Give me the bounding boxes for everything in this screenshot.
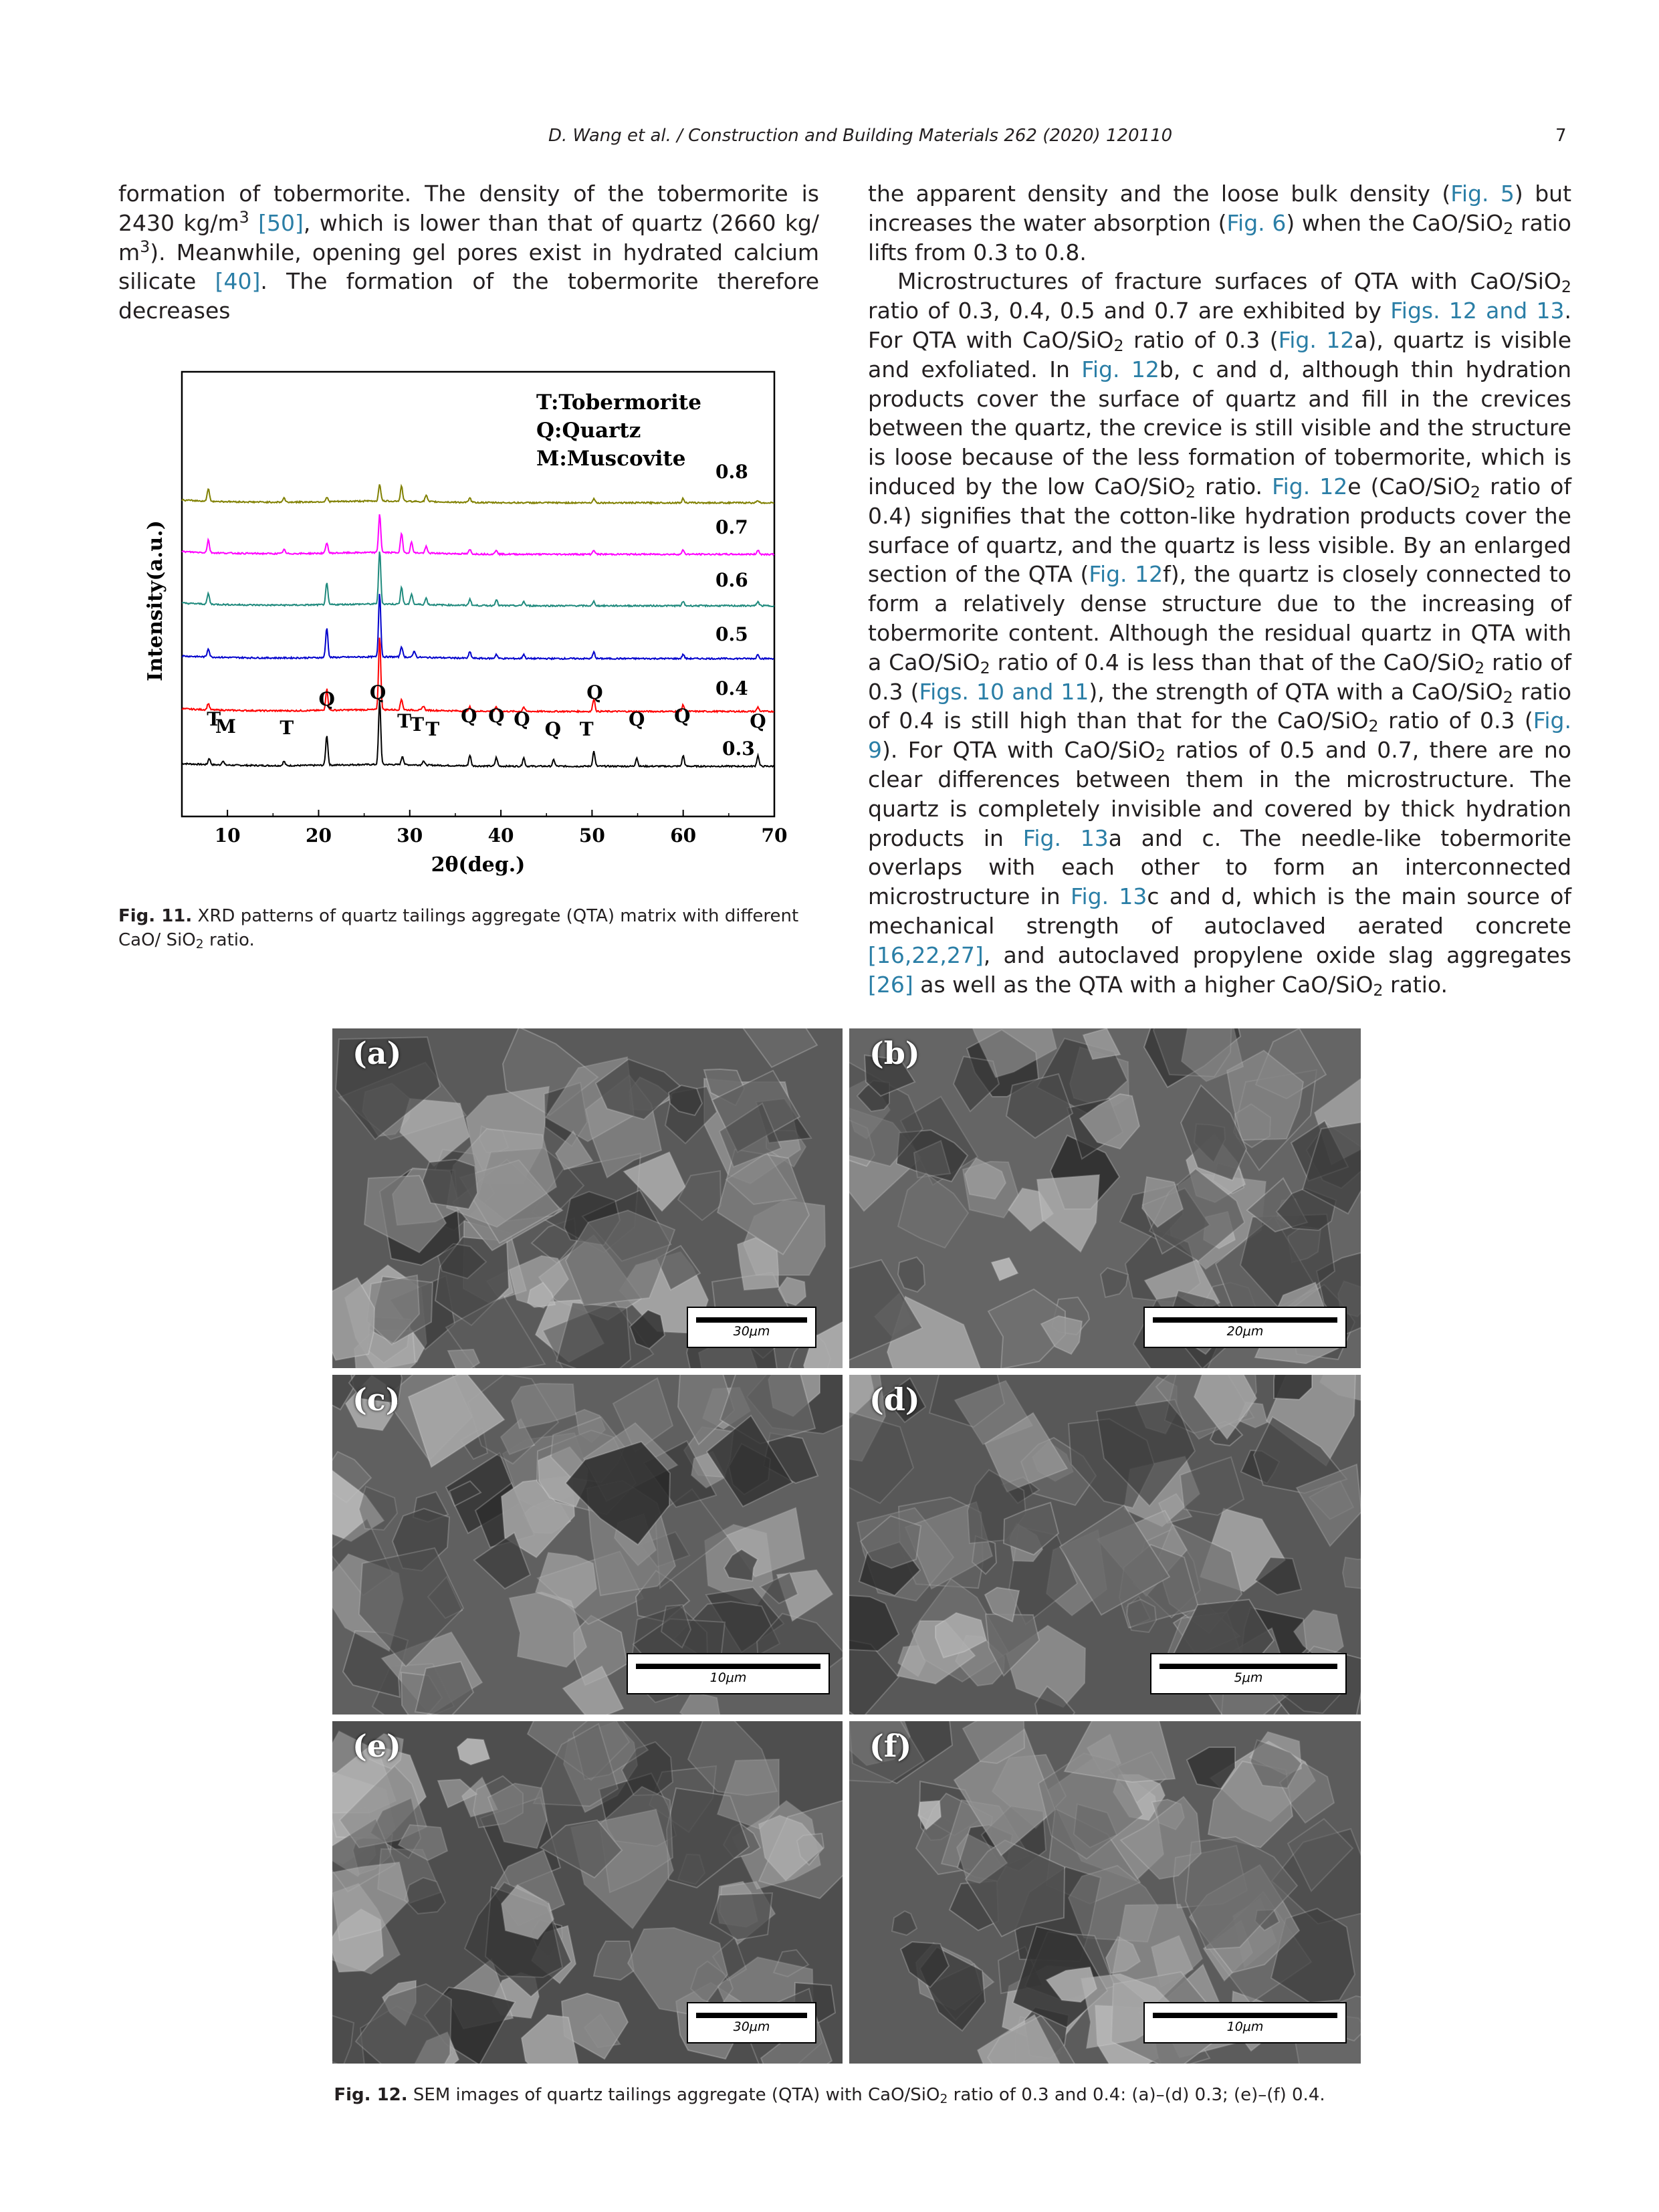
figure-link[interactable]: Figs. 12 and 13 — [1390, 298, 1565, 324]
x-tick-label: 40 — [487, 824, 514, 847]
text-run: . For QTA with CaO/SiO — [868, 298, 1571, 353]
subscript: 2 — [1368, 717, 1379, 736]
text-run: ratio of 0.3 ( — [868, 649, 1571, 705]
figure-link[interactable]: [16,22,27] — [868, 942, 984, 968]
sem-image-panel — [849, 1028, 1361, 1368]
scale-bar-line — [696, 1317, 807, 1323]
text-run: ratio of 0.4 is less than that of the CaO/SiO — [990, 649, 1475, 675]
left-paragraph — [118, 179, 819, 326]
sem-grain — [1180, 1457, 1244, 1515]
panel-label: (d) — [869, 1381, 920, 1418]
series-label: 0.5 — [715, 623, 748, 645]
sem-grain — [1065, 1721, 1175, 1782]
text-run: ratio lifts from 0.3 to 0.8. — [868, 209, 1571, 265]
panel-label: (f) — [869, 1728, 912, 1764]
peak-label: Q — [750, 710, 766, 732]
sem-grain — [356, 1984, 451, 2064]
sem-grain — [359, 1486, 397, 1530]
x-tick-label: 50 — [578, 824, 605, 847]
figure-link[interactable]: Figs. 10 and 11 — [919, 678, 1089, 705]
caption-text: SEM images of quartz tailings aggregate (QTA) with CaO/SiO — [407, 2085, 940, 2105]
scale-bar — [1143, 2002, 1347, 2043]
figure-link[interactable]: Fig. 6 — [1226, 209, 1287, 236]
x-tick-label: 10 — [214, 824, 241, 847]
figure-11-xrd-chart — [127, 361, 816, 883]
subscript: 2 — [1113, 336, 1124, 356]
peak-label: Q — [544, 718, 561, 740]
scale-bar-line — [1153, 2013, 1337, 2018]
text-run: , and autoclaved propylene oxide slag aggregates — [983, 942, 1571, 968]
figure-12-sem-grid — [332, 1028, 1361, 2064]
peak-label: T — [410, 713, 425, 736]
figure-12-caption — [0, 2085, 1659, 2105]
subscript: 2 — [1373, 980, 1384, 1000]
scale-bar-label: 10μm — [1226, 2019, 1264, 2034]
text-run: ). Meanwhile, opening gel pores exist in hydrated calcium silicate — [118, 239, 819, 295]
sem-grain — [892, 1911, 917, 1935]
series-label: 0.7 — [715, 516, 748, 538]
peak-label: Q — [488, 705, 505, 727]
panel-label: (b) — [869, 1035, 920, 1071]
scale-bar — [687, 1307, 816, 1348]
series-label: 0.3 — [722, 738, 755, 760]
text-run: ) when the CaO/SiO — [1286, 209, 1504, 236]
figure-link[interactable]: Fig. 13 — [1022, 824, 1109, 851]
subscript: 2 — [980, 658, 990, 677]
sem-grain — [680, 1692, 720, 1715]
legend-entry: Q:Quartz — [536, 419, 641, 443]
panel-label: (c) — [352, 1381, 401, 1418]
peak-label: Q — [674, 705, 691, 727]
x-tick-label: 70 — [761, 824, 788, 847]
page-header — [0, 126, 1659, 159]
series-line-0-6 — [182, 552, 774, 606]
x-tick-label: 60 — [670, 824, 697, 847]
subscript: 2 — [939, 2092, 948, 2107]
page-number: 7 — [1555, 126, 1567, 146]
scale-bar-line — [636, 1664, 820, 1669]
scale-bar — [1150, 1653, 1347, 1694]
right-column — [868, 179, 1571, 999]
panel-label: (a) — [352, 1035, 402, 1071]
x-tick-label: 20 — [305, 824, 332, 847]
text-run: . The formation of the tobermorite therefore decreases — [118, 268, 820, 324]
text-run: ratio of 0.3 ( — [1123, 326, 1279, 353]
peak-label: T — [207, 708, 221, 730]
sem-image-panel — [332, 1721, 843, 2064]
panel-label: (e) — [352, 1728, 401, 1764]
figure-link[interactable]: Fig. 12 — [1089, 561, 1164, 588]
sem-image-panel — [849, 1721, 1361, 2064]
sem-grain — [1037, 1175, 1099, 1252]
peak-label: T — [280, 717, 294, 739]
scale-bar-label: 5μm — [1234, 1670, 1263, 1685]
text-run: formation of tobermorite. The density of the tobermorite is 2430 kg/m — [118, 181, 819, 236]
sem-grain — [1343, 1557, 1361, 1589]
text-run: Microstructures of fracture surfaces of QTA with CaO/SiO — [897, 268, 1561, 295]
figure-link[interactable]: Fig. 13 — [1070, 883, 1147, 910]
scale-bar-line — [696, 2013, 807, 2018]
text-run: a), quartz is visible and exfoliated. In — [868, 326, 1571, 382]
running-head: D. Wang et al. / Construction and Building Materials 262 (2020) 120110 — [548, 126, 1173, 146]
text-run: ratio. — [1196, 473, 1273, 500]
sem-grain — [457, 1739, 489, 1765]
caption-text: XRD patterns of quartz tailings aggregate (QTA) matrix with different CaO/ SiO — [118, 906, 799, 950]
figure-11-caption — [118, 904, 819, 952]
y-axis-label: Intensity(a.u.) — [144, 520, 167, 681]
subscript: 2 — [1474, 658, 1485, 677]
sem-grain — [741, 1028, 817, 1067]
text-run: , which is lower than that of quartz (2660 kg/ m — [118, 209, 819, 265]
figure-link[interactable]: Fig. 12 — [1081, 356, 1159, 382]
text-run: ratio of 0.3, 0.4, 0.5 and 0.7 are exhibited by — [868, 298, 1391, 324]
figure-link[interactable]: Fig. 12 — [1278, 326, 1355, 353]
right-paragraph-1 — [868, 179, 1571, 267]
series-label: 0.4 — [715, 677, 748, 699]
caption-text: ratio. — [203, 930, 255, 950]
right-paragraph-2 — [868, 267, 1571, 999]
scale-bar-label: 30μm — [733, 1324, 770, 1339]
scale-bar — [627, 1653, 830, 1694]
text-run: ratio of 0.3 ( — [1378, 707, 1533, 734]
scale-bar — [1143, 1307, 1347, 1348]
legend-entry: M:Muscovite — [536, 447, 686, 471]
peak-label: M — [215, 715, 236, 738]
sem-grain — [512, 1384, 576, 1428]
text-run: ratio. — [1383, 971, 1448, 998]
sem-grain — [423, 1159, 477, 1209]
text-run: f), the quartz is closely connected to form a relatively dense structure due to the increasing of tobermorite content. Although the residual quartz in QTA with a CaO/SiO — [868, 561, 1571, 675]
figure-label: Fig. 12. — [334, 2085, 408, 2105]
x-tick-label: 30 — [397, 824, 423, 847]
text-run: e (CaO/SiO — [1347, 473, 1470, 500]
text-run: a and c. The needle-like tobermorite overlaps with each other to form an interconnected microstructure in — [868, 824, 1571, 910]
peak-label: Q — [369, 681, 386, 703]
figure-link[interactable]: Fig. 12 — [1272, 473, 1348, 500]
citation-link[interactable]: [40] — [215, 268, 261, 295]
peak-label: T — [397, 710, 412, 732]
text-run: ratio of 0.4 is still high than that for the CaO/SiO — [868, 678, 1572, 734]
text-run: ), the strength of QTA with a CaO/SiO — [1089, 678, 1503, 705]
text-run: ratios of 0.5 and 0.7, there are no clear differences between them in the microstructure. The quartz is completely invisible and covered by thick hydration products in — [868, 737, 1571, 851]
caption-text: ratio of 0.3 and 0.4: (a)–(d) 0.3; (e)–(f) 0.4. — [948, 2085, 1325, 2105]
sem-image-panel — [332, 1375, 843, 1715]
peak-label: Q — [586, 681, 603, 703]
sem-grain — [1101, 1268, 1128, 1297]
series-line-0-7 — [182, 514, 774, 555]
xrd-chart-svg — [127, 361, 816, 883]
text-run: ) but increases the water absorption ( — [868, 181, 1572, 236]
legend-entry: T:Tobermorite — [536, 391, 701, 415]
sem-grain — [332, 2015, 354, 2064]
superscript: 3 — [239, 207, 249, 227]
sem-grain — [849, 1594, 899, 1651]
subscript: 2 — [1470, 483, 1481, 502]
subscript: 2 — [1155, 746, 1166, 766]
text-run: ratio of 0.4) signifies that the cotton-like hydration products cover the surface of quartz, and the quartz is less visible. By an enlarged section of the QTA ( — [868, 473, 1571, 588]
left-column — [118, 179, 819, 326]
peak-label: Q — [461, 705, 477, 727]
sem-image-panel — [332, 1028, 843, 1368]
citation-link[interactable]: [50] — [258, 209, 304, 236]
text-run: as well as the QTA with a higher CaO/SiO — [913, 971, 1373, 998]
scale-bar-label: 30μm — [733, 2019, 770, 2034]
sem-grain — [898, 1257, 925, 1292]
text-run: ). For QTA with CaO/SiO — [882, 737, 1155, 764]
figure-label: Fig. 11. — [118, 906, 193, 926]
series-line-0-8 — [182, 484, 774, 504]
peak-label: Q — [628, 708, 645, 730]
series-label: 0.8 — [715, 461, 748, 483]
scale-bar-line — [1153, 1317, 1337, 1323]
sem-grain — [332, 1862, 409, 1941]
subscript: 2 — [1503, 219, 1514, 239]
sem-grain — [710, 1893, 772, 1940]
peak-label: T — [425, 718, 440, 740]
text-run: the apparent density and the loose bulk density ( — [868, 181, 1451, 207]
figure-link[interactable]: Fig. 9 — [868, 707, 1571, 764]
sem-grain — [898, 1174, 968, 1248]
superscript: 3 — [140, 237, 150, 256]
text-run: b, c and d, although thin hydration products cover the surface of quartz and fill in the crevices between the quartz, the crevice is still visible and the structure is loose because of the less formation of tobermorite, which is induced by the low CaO/SiO — [868, 356, 1571, 500]
scale-bar — [687, 2002, 816, 2043]
series-line-0-4 — [182, 638, 774, 712]
sem-image-panel — [849, 1375, 1361, 1715]
sem-grain — [563, 1666, 623, 1715]
text-run: c and d, which is the main source of mechanical strength of autoclaved aerated concrete — [868, 883, 1571, 939]
scale-bar-label: 20μm — [1226, 1324, 1264, 1339]
sem-grain — [630, 1310, 665, 1349]
subscript: 2 — [1503, 687, 1513, 707]
sem-grain — [594, 1941, 634, 1980]
figure-link[interactable]: [26] — [868, 971, 913, 998]
peak-label: T — [579, 718, 594, 740]
figure-link[interactable]: Fig. 5 — [1450, 181, 1515, 207]
x-axis-label: 2θ(deg.) — [431, 853, 526, 877]
subscript: 2 — [195, 937, 204, 952]
subscript: 2 — [1561, 278, 1571, 297]
sem-grain — [448, 1349, 479, 1368]
scale-bar-line — [1159, 1664, 1337, 1669]
series-label: 0.6 — [715, 569, 748, 591]
peak-label: Q — [318, 688, 335, 710]
plot-frame — [182, 372, 774, 816]
subscript: 2 — [1185, 483, 1196, 502]
sem-grain — [678, 1171, 721, 1220]
scale-bar-label: 10μm — [709, 1670, 747, 1685]
sem-grain — [992, 1258, 1018, 1281]
peak-label: Q — [514, 708, 530, 730]
